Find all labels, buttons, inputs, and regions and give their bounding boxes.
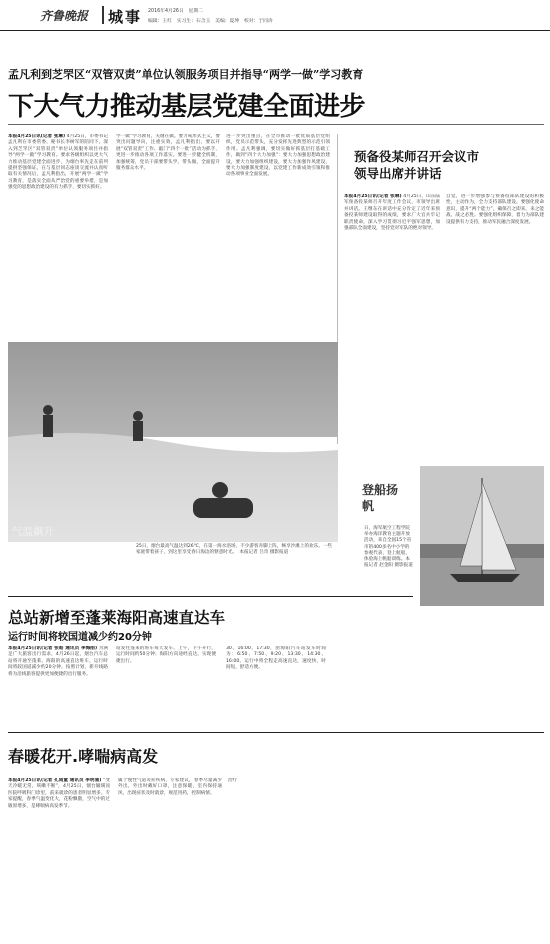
spring-text-2: 属于慢性气道炎症疾病，专家建议，春季尽量减少外出，外出时戴好口罩，注意保暖，室内保持通风，出现症状及时就诊，规范用药，控制病情。	[118, 778, 222, 796]
beach-photo	[8, 342, 338, 542]
side-text-1: 4月25日，山东陆军预备役某师召开年度工作会议，市领导出席并讲话。王继东在讲话中充分肯定了近年来预备役某师建设取得的成绩，要求广大官兵牢记职责使命，深入学习贯彻习近平强军思想，加强部队全面建设，坚持党对军队的绝对领导。	[344, 194, 440, 232]
photo2-caption: 日，海军航空工程学院举办海洋教育主题开放活动，来自全国15个省市的400多名中小学的参观代表，登上航船，体验海上帆船训练。本报记者 赵金阳 摄影报道	[364, 526, 413, 569]
lead-kicker: 孟凡利到芝罘区“双管双责”单位认领服务项目并指导“两学一做”学习教育	[8, 68, 364, 81]
bus-col-2	[116, 646, 216, 718]
spring-text-1: “变天冷暖无常，咳嗽不断”，4月25日，烟台毓璜顶医院呼吸科门诊里，前来就诊的患者明显增多。专家提醒，春季气温变化大，花粉飘散，空气中的过敏原增多，是哮喘病高发季节。	[8, 778, 110, 809]
beach-photo-image	[8, 342, 338, 542]
side-headline: 预备役某师召开会议市领导出席并讲话	[354, 149, 480, 181]
lead-col-3	[226, 134, 330, 334]
lead-rule	[8, 124, 544, 125]
sail-headline: 登船扬帆	[362, 483, 399, 513]
sail-photo	[420, 466, 544, 606]
spring-byline: 本报4月25日讯(记者 孔雨童 通讯员 李明浦)	[8, 778, 103, 783]
spring-headline: 春暖花开.哮喘病高发	[8, 747, 159, 766]
spring-col-3	[228, 778, 332, 938]
spring-text-3: 治疗	[228, 778, 238, 783]
lead-text-3: 进一步突出重点，在全市推动一批优质基层党组织，党员示范带头，充分发挥先进典型的示范引领作用。孟凡利强调，要切实做好抓基层打基础工作，做到“四个大力加强”：要大力加强思想政治建设，要大力加强组织建设，要大力加强作风建设，要大力加强制度建设，以党建工作新成效引领和推动各项事业全面发展。	[226, 134, 330, 178]
bus-byline: 本报4月25日讯(记者 张皓 通讯员 李海刚)	[8, 646, 99, 651]
lead-col-1	[8, 134, 108, 334]
masthead-rule	[0, 30, 550, 31]
side-text-2: 自觉，进一步增强参与预备役部队建设的积极性，主动作为，全力支持部队建设。要强化使命意识，提升“两个能力”，确保召之即来、来之能战、战之必胜。要强化组织保障，着力为部队建设提供有力支持，推动军民融合深度发展。	[446, 194, 544, 225]
spring-col-2	[118, 778, 222, 938]
masthead	[0, 0, 550, 28]
lead-col-2	[116, 134, 220, 334]
lead-text-1: 4月25日，市委书记孟凡利在市委常委、秘书长李树军的陪同下，深入到芝罘区“双管双责”单位认领服务项目并指导“两学一做”学习教育。要求各级组织以更大气力推动基层党建全面进步，为烟台率先走在前列提供坚强保证。在与基层同志座谈交流并认真听取有关情况后，孟凡利指出，开展“两学一做”学习教育，是落实全面从严治党的重要举措，是加强党的思想政治建设的有力抓手，要切实抓好。	[8, 134, 108, 191]
side-byline: 本报4月25日讯(记者 张琳)	[344, 194, 404, 199]
side-col-2	[446, 194, 544, 434]
bus-subhead: 运行时间将较国道减少约20分钟	[8, 632, 152, 643]
masthead-section: 城事	[108, 8, 143, 26]
spring-col-1	[8, 778, 110, 938]
lead-text-2: 学一做”学习教育，关键在做。要力戒形式主义，要突出问题导向，注重实效。孟凡利指出，要以开展“双管双责”工作、敲门“四个一批”活动为抓手，更进一步推动各项工作落实。要进一步健全机制，加强统筹，党员干部要带头学、带头做，全面提升服务群众水平。	[116, 134, 220, 172]
sail-photo-image	[420, 466, 544, 606]
masthead-date: 2016年4月26日 星期二	[148, 9, 203, 14]
lead-headline: 下大气力推动基层党建全面进步	[8, 92, 366, 122]
bus-text-1: 为满足广大旅客出行需求，4月26日起，烟台汽车总站将开通至蓬莱、海阳的高速直达班车，运行时间将较国道减少约20分钟。按照计划，新开线路将为沿线旅客提供更加便捷的出行服务。	[8, 646, 108, 677]
photo1-caption: 25日，烟台最高气温达到26℃，在第一海水浴场，不少游客赤脚上阵，畅享沙滩上的欢乐。一些家庭带着孩子，到这里享受春日海边的惬意时光。 本报记者 吕奇 摄影报道	[136, 544, 333, 556]
masthead-brand: 齐鲁晚报	[40, 9, 89, 23]
photo1-title: 气温飙升	[12, 526, 54, 538]
lead-byline: 本报4月25日讯(记者 张琳)	[8, 134, 67, 139]
mid-rule	[8, 596, 413, 597]
masthead-staff: 编辑：王红 实习生：石含玉 美编：夏坤 校对：于同涛	[148, 19, 273, 24]
bus-text-3: 30、16:00、17:30，由海阳汽车站发车时间为：6:50、7:50、9:20、13:30、14:30、16:00。运行中将全程走高速直达，速度快，时间短，舒适方便。	[226, 646, 326, 671]
masthead-bar	[102, 6, 104, 24]
lower-rule	[8, 732, 544, 733]
bus-col-3	[226, 646, 326, 718]
side-col-1	[344, 194, 440, 434]
bus-headline: 总站新增至蓬莱海阳高速直达车	[8, 609, 226, 627]
bus-text-2: 站发往蓬莱的班车每天发车。上午，下午开行，运行时间约50分钟；海阳方向途经直达，实现便捷出行。	[116, 646, 216, 664]
bus-col-1	[8, 646, 108, 718]
